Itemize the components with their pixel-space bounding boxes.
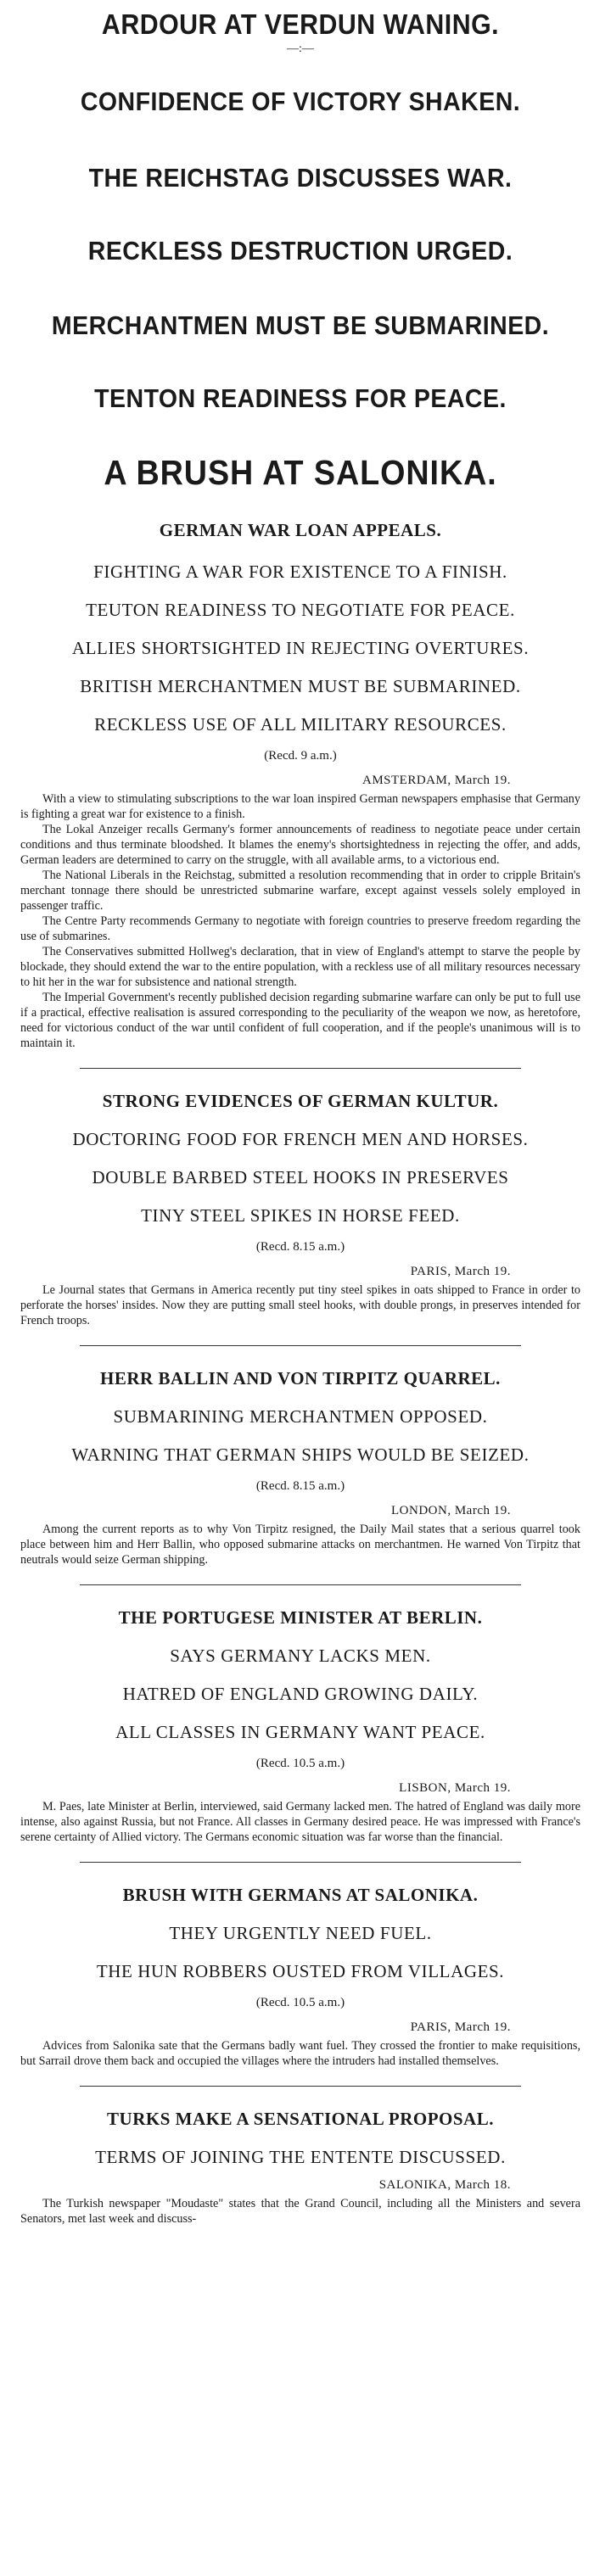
deck-line: ALLIES SHORTSIGHTED IN REJECTING OVERTURES. — [71, 638, 530, 658]
banner-headline-2: CONFIDENCE OF VICTORY SHAKEN. — [80, 87, 521, 116]
banner-headline-3: THE REICHSTAG DISCUSSES WAR. — [88, 163, 513, 193]
section-divider — [80, 1584, 521, 1585]
paragraph: The Turkish newspaper "Moudaste" states that the Grand Council, including all the Ministers and severa Senators, met last week and discuss- — [20, 2197, 580, 2226]
article-salonika-brush — [15, 1885, 586, 2069]
deck-line: THE HUN ROBBERS OUSTED FROM VILLAGES. — [96, 1961, 505, 1981]
dateline: AMSTERDAM, March 19. — [362, 774, 511, 787]
headline-separator: —:— — [287, 42, 314, 55]
article-body — [20, 1799, 580, 1845]
paragraph: The Lokal Anzeiger recalls Germany's former announcements of readiness to negotiate peace under certain conditions and thus terminate bloodshed. It blames the enemy's shortsightedness in rejecting the offer, and adds, German leaders are determined to carry on the struggle, with all available arms, to a victorious end. — [20, 823, 580, 867]
article-ballin-tirpitz — [15, 1368, 586, 1567]
deck-line: TEUTON READINESS TO NEGOTIATE FOR PEACE. — [86, 600, 515, 620]
dateline: PARIS, March 19. — [410, 1265, 511, 1278]
section-divider — [80, 2086, 521, 2087]
deck-line: TERMS OF JOINING THE ENTENTE DISCUSSED. — [95, 2147, 506, 2167]
article-body — [20, 2196, 580, 2227]
section-head: STRONG EVIDENCES OF GERMAN KULTUR. — [102, 1091, 499, 1111]
received-time: (Recd. 8.15 a.m.) — [255, 1479, 345, 1493]
article-body — [20, 1522, 580, 1567]
section-head: THE PORTUGESE MINISTER AT BERLIN. — [118, 1607, 483, 1628]
deck-line: DOUBLE BARBED STEEL HOOKS IN PRESERVES — [92, 1167, 509, 1187]
deck-line: FIGHTING A WAR FOR EXISTENCE TO A FINISH. — [93, 562, 507, 582]
dateline: LONDON, March 19. — [391, 1504, 511, 1517]
paragraph: With a view to stimulating subscriptions to the war loan inspired German newspapers emphasise that Germany is fighting a great war for existence to a finish. — [20, 792, 580, 821]
section-divider — [80, 1345, 521, 1346]
paragraph: The National Liberals in the Reichstag, submitted a resolution recommending that in order to cripple Britain's merchant tonnage there should be unrestricted submarine warfare, except against vessels solely employed in passenger traffic. — [20, 869, 580, 913]
banner-headline-7: A BRUSH AT SALONIKA. — [104, 453, 497, 492]
article-german-kultur — [15, 1091, 586, 1328]
paragraph: The Imperial Government's recently published decision regarding submarine warfare can only be put to full use if a practical, effective realisation is assured corresponding to the peculiarity of the weapon we now, as heretofore, need for victorious conduct of the war until confident of full cooperation, and if the people's unanimous will is to maintain it. — [20, 991, 580, 1050]
paragraph: Advices from Salonika sate that the Germans badly want fuel. They crossed the frontier to make requisitions, but Sarrail drove them back and occupied the villages where the intruders had installed themselves. — [20, 2039, 580, 2068]
received-time: (Recd. 10.5 a.m.) — [255, 1996, 345, 2009]
banner-headline-5: MERCHANTMEN MUST BE SUBMARINED. — [51, 310, 550, 340]
deck-line: SUBMARINING MERCHANTMEN OPPOSED. — [113, 1406, 488, 1427]
deck-line: ALL CLASSES IN GERMANY WANT PEACE. — [115, 1722, 485, 1742]
section-head: HERR BALLIN AND VON TIRPITZ QUARREL. — [100, 1368, 501, 1389]
dateline: LISBON, March 19. — [399, 1781, 511, 1795]
article-war-loan — [15, 520, 586, 1051]
dateline: PARIS, March 19. — [410, 2020, 511, 2034]
section-head: BRUSH WITH GERMANS AT SALONIKA. — [122, 1885, 479, 1905]
banner-headline-1: ARDOUR AT VERDUN WANING. — [101, 8, 500, 40]
paragraph: Among the current reports as to why Von Tirpitz resigned, the Daily Mail states that a serious quarrel took place between him and Herr Ballin, who opposed submarine attacks on merchantmen. He warned Von Tirpitz that neutrals would seize German shipping. — [20, 1523, 580, 1567]
deck-line: SAYS GERMANY LACKS MEN. — [170, 1646, 431, 1666]
paragraph: The Centre Party recommends Germany to negotiate with foreign countries to preserve freedom regarding the use of submarines. — [20, 914, 580, 943]
article-body — [20, 1282, 580, 1328]
received-time: (Recd. 8.15 a.m.) — [255, 1240, 345, 1254]
article-body — [20, 2038, 580, 2069]
article-portugese-minister — [15, 1607, 586, 1845]
banner-headline-4: RECKLESS DESTRUCTION URGED. — [87, 236, 513, 265]
article-body — [20, 791, 580, 1051]
article-turks-proposal — [15, 2109, 586, 2227]
deck-line: THEY URGENTLY NEED FUEL. — [169, 1923, 432, 1943]
deck-line: BRITISH MERCHANTMEN MUST BE SUBMARINED. — [80, 676, 521, 696]
dateline: SALONIKA, March 18. — [378, 2178, 511, 2192]
paragraph: The Conservatives submitted Hollweg's declaration, that in view of England's attempt to starve the people by blockade, they should extend the war to the entire population, with a reckless use of all military resources necessary to hit her in the war for subsistence and national strength. — [20, 945, 580, 989]
deck-line: TINY STEEL SPIKES IN HORSE FEED. — [141, 1205, 460, 1226]
section-head: TURKS MAKE A SENSATIONAL PROPOSAL. — [107, 2109, 494, 2129]
deck-line: DOCTORING FOOD FOR FRENCH MEN AND HORSES. — [72, 1129, 529, 1149]
deck-line: WARNING THAT GERMAN SHIPS WOULD BE SEIZED. — [71, 1444, 530, 1465]
section-divider — [80, 1068, 521, 1069]
section-divider — [80, 1862, 521, 1863]
deck-line: HATRED OF ENGLAND GROWING DAILY. — [122, 1684, 479, 1704]
paragraph: Le Journal states that Germans in America recently put tiny steel spikes in oats shipped to France in order to perforate the horses' insides. Now they are putting small steel hooks, with double prongs, in preserves intended for French troops. — [20, 1283, 580, 1327]
section-head: GERMAN WAR LOAN APPEALS. — [159, 520, 442, 540]
received-time: (Recd. 10.5 a.m.) — [255, 1757, 345, 1770]
deck-line: RECKLESS USE OF ALL MILITARY RESOURCES. — [94, 714, 507, 735]
paragraph: M. Paes, late Minister at Berlin, interviewed, said Germany lacked men. The hatred of England was daily more intense, also against Russia, but not France. All classes in Germany desired peace. He was impressed with France's serene certainty of Allied victory. The Germans economic situation was far worse than the financial. — [20, 1800, 580, 1844]
received-time: (Recd. 9 a.m.) — [264, 749, 337, 763]
banner-headline-6: TENTON READINESS FOR PEACE. — [94, 383, 507, 413]
